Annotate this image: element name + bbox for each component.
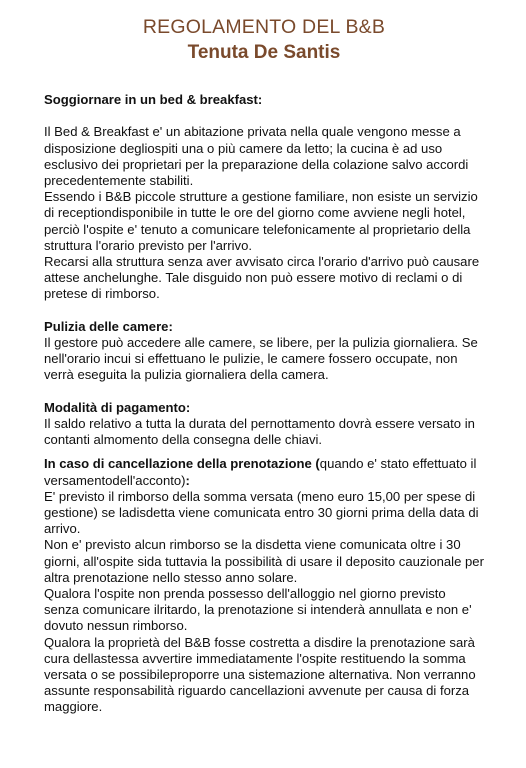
heading-end-part: :	[185, 472, 190, 488]
paragraph: Qualora la proprietà del B&B fosse costretta a disdire la prenotazione sarà cura dellastessa avvertire immediatamente l'ospite restituendo la somma versata o se possibileproporre una sistemazione alternativa. Non verranno assunte responsabilità riguardo cancellazioni avvenute per causa di forza maggiore.	[44, 634, 476, 715]
heading-bold-part: In caso di cancellazione della prenotazione (	[44, 456, 320, 472]
section-heading-pagamento: Modalità di pagamento:	[44, 399, 191, 415]
document-title: REGOLAMENTO DEL B&B	[142, 16, 386, 38]
document-body	[44, 92, 484, 716]
paragraph: Il Bed & Breakfast e' un abitazione privata nella quale vengono messe a disposizione degliospiti una o più camere da letto; la cucina è ad uso esclusivo dei proprietari per la preparazione della colazione salvo accordi precedentemente stabiliti.	[44, 124, 469, 188]
heading-normal-part: quando e' stato effettuato il versamentodell'acconto)	[44, 456, 477, 488]
document-subtitle: Tenuta De Santis	[187, 42, 341, 63]
paragraph: Il saldo relativo a tutta la durata del pernottamento dovrà essere versato in contanti almomento della consegna delle chiavi.	[44, 416, 475, 448]
section-heading-soggiornare: Soggiornare in un bed & breakfast:	[44, 92, 263, 107]
section-heading-cancellazione	[44, 456, 484, 488]
paragraph: E' previsto il rimborso della somma versata (meno euro 15,00 per spese di gestione) se ladisdetta viene comunicata entro 30 giorni prima della data di arrivo.	[44, 488, 479, 537]
section-heading-pulizia: Pulizia delle camere:	[44, 318, 173, 334]
paragraph: Il gestore può accedere alle camere, se libere, per la pulizia giornaliera. Se nell'orario incui si effettuano le pulizie, le camere fossero occupate, non verrà eseguita la pulizia giornaliera della camera.	[44, 335, 478, 383]
paragraph: Recarsi alla struttura senza aver avvisato circa l'orario d'arrivo può causare attese anchelunghe. Tale disguido non può essere motivo di reclami o di pretese di rimborso.	[44, 254, 480, 302]
paragraph: Essendo i B&B piccole strutture a gestione familiare, non esiste un servizio di receptiondisponibile in tutte le ore del giorno come avviene negli hotel, perciò l'ospite e' tenuto a comunicare telefonicamente al proprietario della struttura l'orario previsto per l'arrivo.	[44, 189, 478, 253]
paragraph: Qualora l'ospite non prenda possesso dell'alloggio nel giorno previsto senza comunicare ilritardo, la prenotazione si intenderà annullata e non e' dovuto nessun rimborso.	[44, 586, 472, 634]
paragraph: Non e' previsto alcun rimborso se la disdetta viene comunicata oltre i 30 giorni, all'ospite sida tuttavia la possibilità di usare il deposito cauzionale per altra prenotazione nello stesso anno solare.	[44, 537, 484, 585]
